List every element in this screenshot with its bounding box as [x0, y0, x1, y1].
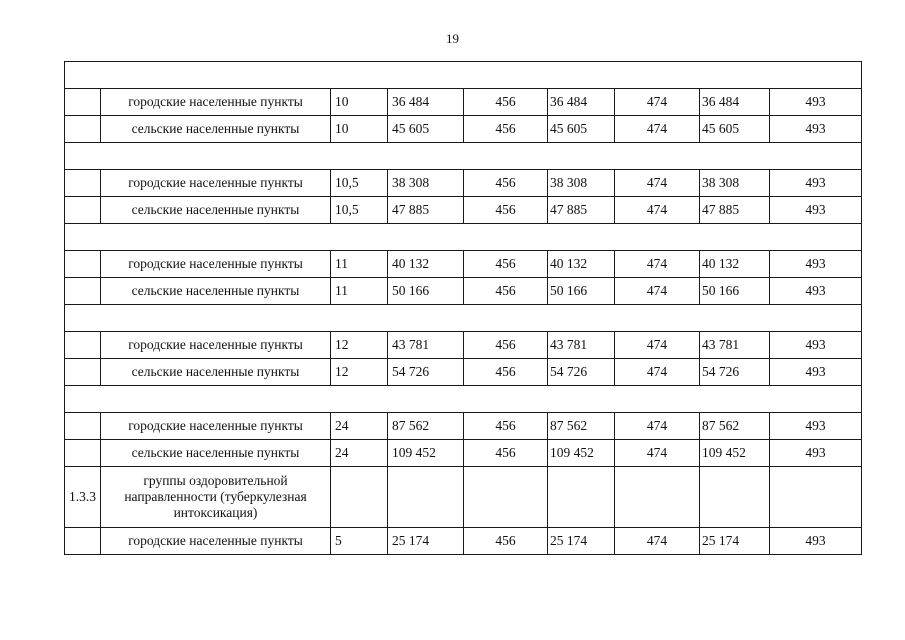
coefficient-cell: 11: [331, 251, 388, 278]
value-cell-3: 25 174: [548, 528, 615, 555]
coefficient-cell: 10: [331, 89, 388, 116]
row-number-cell: [65, 359, 101, 386]
coefficient-cell: 10,5: [331, 170, 388, 197]
value-cell-3: 36 484: [548, 89, 615, 116]
table-row: [65, 440, 862, 467]
coefficient-cell: 24: [331, 413, 388, 440]
row-name-cell: городские населенные пункты: [101, 251, 331, 278]
value-cell-2: [464, 467, 548, 528]
value-cell-3: 40 132: [548, 251, 615, 278]
value-cell-1: 40 132: [388, 251, 464, 278]
row-number-cell: [65, 170, 101, 197]
coefficient-cell: 10,5: [331, 197, 388, 224]
table-row: [65, 332, 862, 359]
value-cell-1: [388, 467, 464, 528]
value-cell-6: 493: [770, 278, 862, 305]
value-cell-2: 456: [464, 89, 548, 116]
value-cell-6: 493: [770, 89, 862, 116]
value-cell-6: 493: [770, 332, 862, 359]
row-number-cell: [65, 89, 101, 116]
value-cell-1: 25 174: [388, 528, 464, 555]
coefficient-cell: 10: [331, 116, 388, 143]
table-row: [65, 413, 862, 440]
value-cell-1: 36 484: [388, 89, 464, 116]
value-cell-3: 109 452: [548, 440, 615, 467]
table-row: [65, 170, 862, 197]
row-name-cell: городские населенные пункты: [101, 528, 331, 555]
table-row: [65, 359, 862, 386]
value-cell-3: 38 308: [548, 170, 615, 197]
table-row: [65, 197, 862, 224]
tariff-table: [64, 61, 862, 555]
value-cell-6: 493: [770, 440, 862, 467]
value-cell-1: 47 885: [388, 197, 464, 224]
row-name-cell: сельские населенные пункты: [101, 440, 331, 467]
row-name-cell: сельские населенные пункты: [101, 197, 331, 224]
value-cell-5: 45 605: [700, 116, 770, 143]
value-cell-6: 493: [770, 251, 862, 278]
value-cell-1: 45 605: [388, 116, 464, 143]
value-cell-4: 474: [615, 278, 700, 305]
value-cell-2: 456: [464, 197, 548, 224]
group-header-cell: [65, 224, 862, 251]
value-cell-1: 109 452: [388, 440, 464, 467]
value-cell-5: 25 174: [700, 528, 770, 555]
value-cell-5: 109 452: [700, 440, 770, 467]
value-cell-2: 456: [464, 332, 548, 359]
row-number-cell: [65, 278, 101, 305]
page-number: 19: [446, 31, 459, 46]
value-cell-4: 474: [615, 332, 700, 359]
value-cell-2: 456: [464, 170, 548, 197]
value-cell-6: 493: [770, 197, 862, 224]
value-cell-4: 474: [615, 413, 700, 440]
value-cell-3: 43 781: [548, 332, 615, 359]
group-header-cell: [65, 386, 862, 413]
value-cell-2: 456: [464, 359, 548, 386]
value-cell-5: 40 132: [700, 251, 770, 278]
value-cell-2: 456: [464, 278, 548, 305]
value-cell-5: 38 308: [700, 170, 770, 197]
value-cell-3: 54 726: [548, 359, 615, 386]
coefficient-cell: 5: [331, 528, 388, 555]
table-row: [65, 278, 862, 305]
value-cell-1: 50 166: [388, 278, 464, 305]
value-cell-5: [700, 467, 770, 528]
value-cell-5: 87 562: [700, 413, 770, 440]
row-name-cell: сельские населенные пункты: [101, 116, 331, 143]
value-cell-4: 474: [615, 170, 700, 197]
coefficient-cell: 11: [331, 278, 388, 305]
value-cell-4: 474: [615, 251, 700, 278]
coefficient-cell: 24: [331, 440, 388, 467]
value-cell-6: [770, 467, 862, 528]
value-cell-3: [548, 467, 615, 528]
row-number-cell: [65, 413, 101, 440]
value-cell-5: 50 166: [700, 278, 770, 305]
value-cell-4: 474: [615, 89, 700, 116]
row-number-cell: [65, 440, 101, 467]
value-cell-3: 45 605: [548, 116, 615, 143]
group-header-row: [65, 305, 862, 332]
row-number-cell: 1.3.3: [65, 467, 101, 528]
coefficient-cell: 12: [331, 332, 388, 359]
value-cell-2: 456: [464, 251, 548, 278]
table-body: [65, 62, 862, 555]
value-cell-2: 456: [464, 528, 548, 555]
group-header-row: [65, 224, 862, 251]
value-cell-1: 43 781: [388, 332, 464, 359]
group-header-cell: [65, 143, 862, 170]
value-cell-4: 474: [615, 440, 700, 467]
row-number-cell: [65, 528, 101, 555]
row-number-cell: [65, 251, 101, 278]
value-cell-6: 493: [770, 528, 862, 555]
value-cell-2: 456: [464, 413, 548, 440]
value-cell-4: 474: [615, 359, 700, 386]
value-cell-2: 456: [464, 440, 548, 467]
row-number-cell: [65, 332, 101, 359]
value-cell-1: 38 308: [388, 170, 464, 197]
value-cell-3: 47 885: [548, 197, 615, 224]
row-name-cell: городские населенные пункты: [101, 413, 331, 440]
value-cell-6: 493: [770, 413, 862, 440]
value-cell-2: 456: [464, 116, 548, 143]
value-cell-4: 474: [615, 197, 700, 224]
group-header-row: [65, 143, 862, 170]
value-cell-4: [615, 467, 700, 528]
value-cell-4: 474: [615, 528, 700, 555]
table-row: [65, 89, 862, 116]
value-cell-5: 43 781: [700, 332, 770, 359]
value-cell-5: 54 726: [700, 359, 770, 386]
coefficient-cell: 12: [331, 359, 388, 386]
row-number-cell: [65, 116, 101, 143]
row-name-cell: городские населенные пункты: [101, 89, 331, 116]
row-name-cell: сельские населенные пункты: [101, 278, 331, 305]
row-name-cell: сельские населенные пункты: [101, 359, 331, 386]
row-name-cell: группы оздоровительной направленности (туберкулезная интоксикация): [101, 467, 331, 528]
value-cell-3: 50 166: [548, 278, 615, 305]
row-name-cell: городские населенные пункты: [101, 170, 331, 197]
coefficient-cell: [331, 467, 388, 528]
value-cell-5: 36 484: [700, 89, 770, 116]
group-header-cell: [65, 305, 862, 332]
row-number-cell: [65, 197, 101, 224]
value-cell-4: 474: [615, 116, 700, 143]
value-cell-1: 54 726: [388, 359, 464, 386]
value-cell-6: 493: [770, 359, 862, 386]
table-row: [65, 251, 862, 278]
value-cell-5: 47 885: [700, 197, 770, 224]
group-header-cell: [65, 62, 862, 89]
group-header-row: [65, 62, 862, 89]
section-row: [65, 467, 862, 528]
value-cell-1: 87 562: [388, 413, 464, 440]
value-cell-6: 493: [770, 170, 862, 197]
value-cell-3: 87 562: [548, 413, 615, 440]
table-row: [65, 528, 862, 555]
group-header-row: [65, 386, 862, 413]
table-row: [65, 116, 862, 143]
value-cell-6: 493: [770, 116, 862, 143]
row-name-cell: городские населенные пункты: [101, 332, 331, 359]
